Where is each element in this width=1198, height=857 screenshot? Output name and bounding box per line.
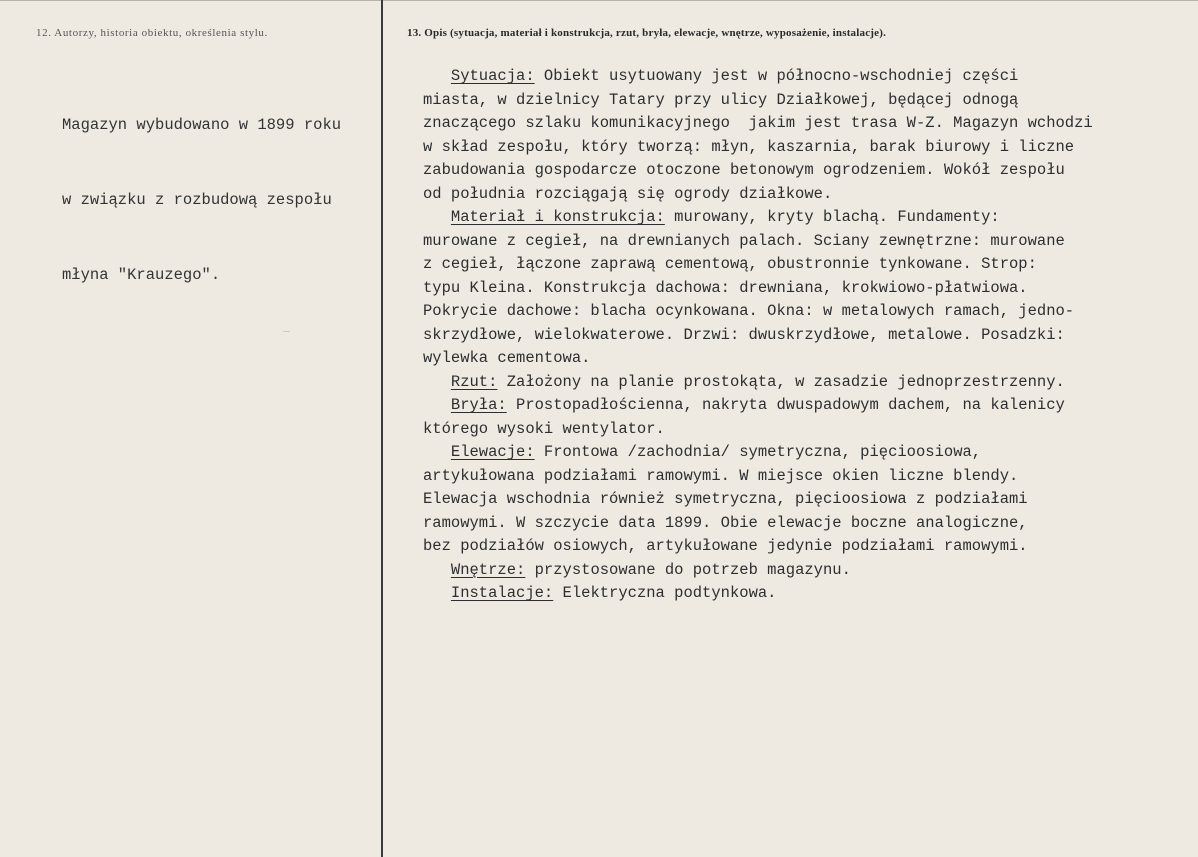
line-text: typu Kleina. Konstrukcja dachowa: drewniana, krokwiowo-płatwiowa. [423, 278, 1028, 297]
description-line [423, 89, 1093, 113]
description-line [423, 347, 1093, 371]
column-divider [381, 0, 383, 857]
section-heading: Materiał i konstrukcja: [450, 208, 665, 226]
line-text: Frontowa /zachodnia/ symetryczna, pięcioosiowa, [534, 443, 982, 461]
section-heading: Instalacje: [450, 584, 554, 602]
description-line [423, 488, 1093, 512]
description-line [423, 559, 1093, 583]
description-text [423, 65, 1093, 606]
line-indent [423, 373, 451, 391]
text-line: w związku z rozbudową zespołu [62, 191, 332, 209]
line-text: ramowymi. W szczycie data 1899. Obie elewacje boczne analogiczne, [423, 513, 1028, 532]
description-line [423, 206, 1093, 230]
section-13-header: 13. Opis (sytuacja, materiał i konstrukcja, rzut, bryła, elewacje, wnętrze, wyposażenie, instalacje). [407, 27, 887, 39]
paper-mark [283, 331, 290, 332]
description-line [423, 324, 1093, 348]
description-line [423, 394, 1093, 418]
line-indent [423, 67, 451, 85]
line-text: skrzydłowe, wielokwaterowe. Drzwi: dwuskrzydłowe, metalowe. Posadzki: [423, 325, 1065, 344]
description-line [423, 112, 1093, 136]
description-line [423, 371, 1093, 395]
description-line [423, 441, 1093, 465]
line-text: miasta, w dzielnicy Tatary przy ulicy Działkowej, będącej odnogą [423, 90, 1019, 109]
description-line [423, 65, 1093, 89]
line-text: Obiekt usytuowany jest w północno-wschodniej części [534, 67, 1019, 85]
description-line [423, 512, 1093, 536]
line-text: z cegieł, łączone zaprawą cementową, obustronnie tynkowane. Strop: [423, 255, 1037, 273]
description-line [423, 535, 1093, 559]
description-line [423, 300, 1093, 324]
section-heading: Elewacje: [450, 443, 535, 461]
description-line [423, 183, 1093, 207]
line-text: murowane z cegieł, na drewnianych palach. Sciany zewnętrzne: murowane [423, 231, 1065, 250]
line-text: artykułowana podziałami ramowymi. W miejsce okien liczne blendy. [423, 466, 1019, 485]
line-indent [423, 584, 451, 602]
line-text: znaczącego szlaku komunikacyjnego jakim jest trasa W-Z. Magazyn wchodzi [423, 114, 1093, 132]
line-text: bez podziałów osiowych, artykułowane jedynie podziałami ramowymi. [423, 537, 1028, 555]
description-line [423, 277, 1093, 301]
section-heading: Bryła: [450, 396, 507, 414]
line-text: którego wysoki wentylator. [423, 419, 665, 438]
line-indent [423, 443, 451, 461]
authors-history-text [62, 63, 341, 338]
line-text: zabudowania gospodarcze otoczone betonowym ogrodzeniem. Wokół zespołu [423, 161, 1065, 179]
line-text: Pokrycie dachowe: blacha ocynkowana. Okna: w metalowych ramach, jedno- [423, 302, 1075, 320]
line-text: Elektryczna podtynkowa. [553, 584, 777, 602]
text-line: Magazyn wybudowano w 1899 roku [62, 116, 342, 134]
line-text: w skład zespołu, który tworzą: młyn, kaszarnia, barak biurowy i liczne [423, 137, 1075, 156]
page-top-edge [0, 0, 1198, 1]
line-text: Prostopadłościenna, nakryta dwuspadowym dachem, na kalenicy [506, 396, 1065, 414]
section-12-header: 12. Autorzy, historia obiektu, określenia stylu. [36, 27, 268, 39]
section-heading: Rzut: [450, 372, 498, 391]
description-line [423, 418, 1093, 442]
line-text: od południa rozciągają się ogrody działkowe. [423, 184, 833, 203]
description-line [423, 253, 1093, 277]
line-text: wylewka cementowa. [423, 349, 591, 367]
line-indent [423, 208, 451, 226]
description-line [423, 230, 1093, 254]
description-line [423, 159, 1093, 183]
line-text: Założony na planie prostokąta, w zasadzie jednoprzestrzenny. [497, 372, 1065, 391]
line-indent [423, 396, 451, 414]
description-line [423, 582, 1093, 606]
section-heading: Sytuacja: [450, 67, 535, 85]
line-text: Elewacja wschodnia również symetryczna, pięcioosiowa z podziałami [423, 490, 1028, 508]
text-line: młyna "Krauzego". [62, 266, 221, 284]
line-text: przystosowane do potrzeb magazynu. [525, 560, 851, 579]
line-indent [423, 561, 451, 579]
section-heading: Wnętrze: [450, 560, 526, 579]
line-text: murowany, kryty blachą. Fundamenty: [664, 208, 1000, 226]
description-line [423, 465, 1093, 489]
description-line [423, 136, 1093, 160]
